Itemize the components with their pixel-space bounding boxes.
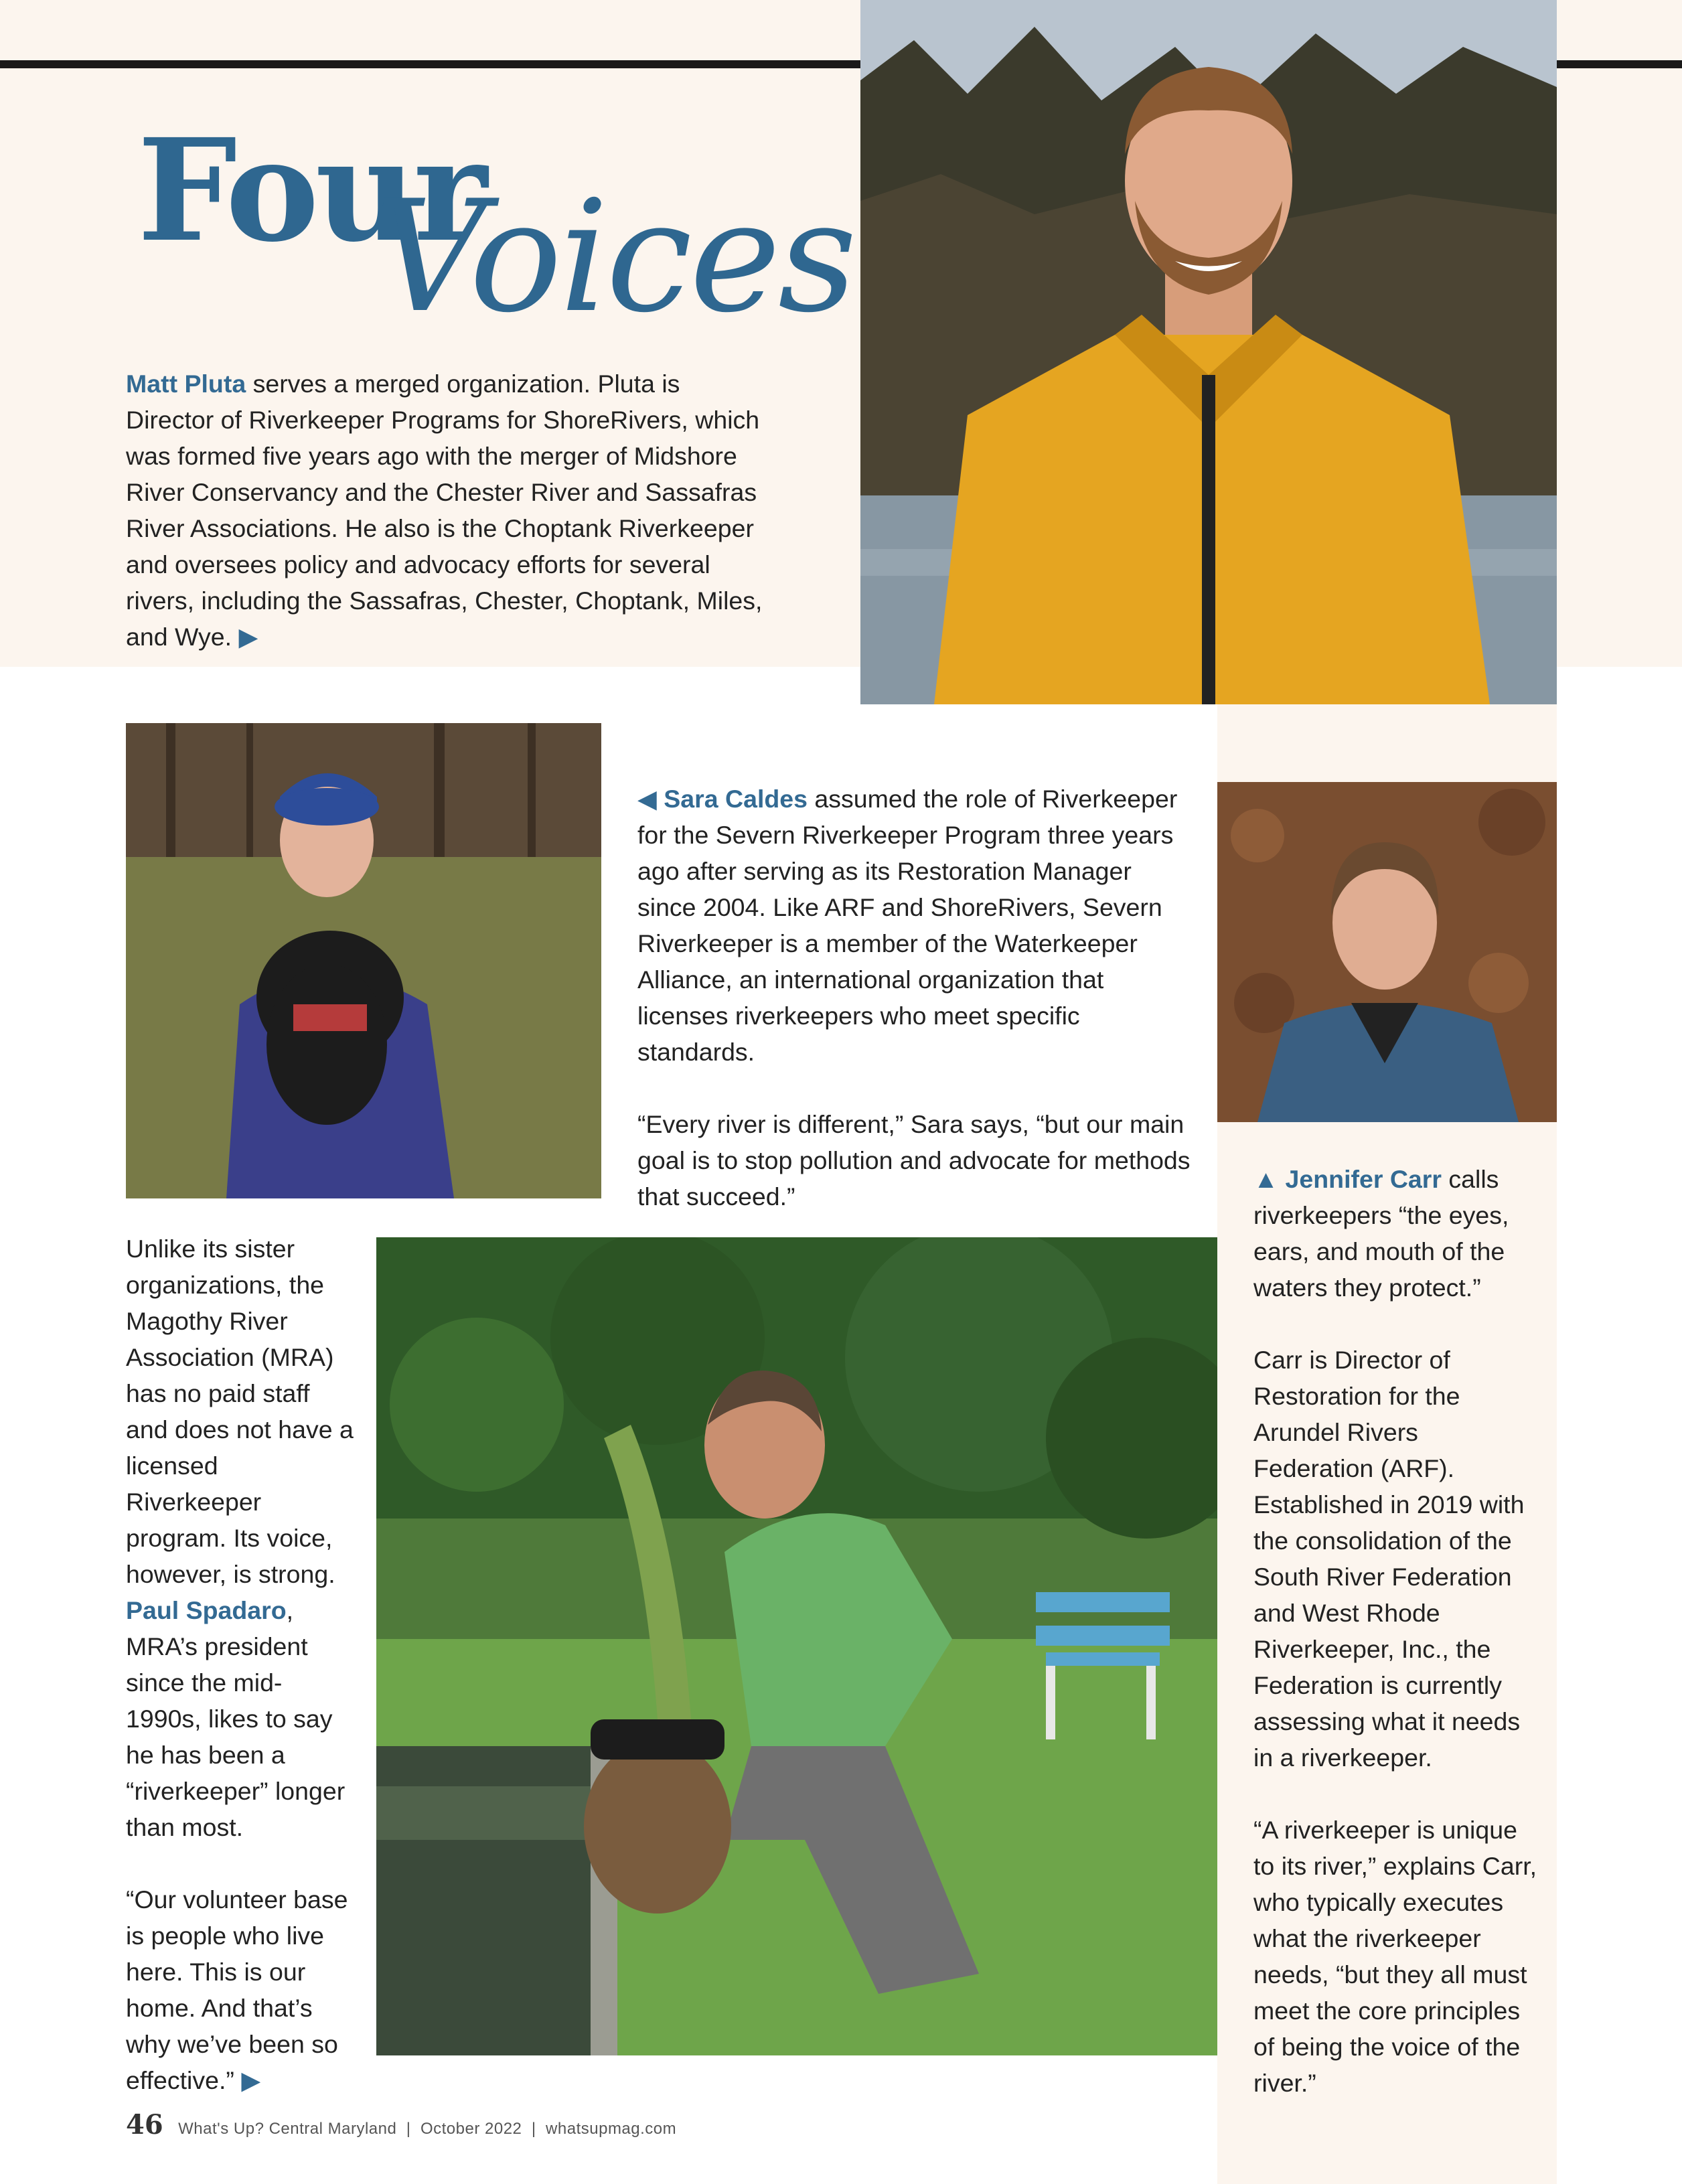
- spadaro-name: Paul Spadaro: [126, 1596, 287, 1624]
- continue-arrow-icon: ▶: [238, 623, 258, 651]
- page-number: 46: [126, 2109, 163, 2140]
- spadaro-text-1: Unlike its sister organizations, the Magothy River Association (MRA) has no paid staff and does not have a licensed Riverkeeper program. Its voice, however, is strong.: [126, 1235, 354, 1588]
- publication-name: What's Up? Central Maryland: [178, 2120, 397, 2138]
- carr-paragraph: [1253, 1161, 1541, 2137]
- jennifer-carr-photo: [1217, 782, 1557, 1122]
- pluta-text: serves a merged organization. Pluta is Director of Riverkeeper Programs for ShoreRivers, which was formed five years ago with the merger of Midshore River Conservancy and the Chester River and Sassafras River Associations. He also is the Choptank Riverkeeper and oversees policy and advocacy efforts for several rivers, including the Sassafras, Chester, Choptank, Miles, and Wye.: [126, 370, 763, 651]
- sara-caldes-photo: [126, 723, 601, 1198]
- title-voices: Voices: [375, 168, 854, 347]
- website-link[interactable]: whatsupmag.com: [546, 2120, 677, 2138]
- caldes-text: assumed the role of Riverkeeper for the Severn Riverkeeper Program three years ago after serving as its Restoration Manager since 2004. Like ARF and ShoreRivers, Severn Riverkeeper is a member of the Waterkeeper Alliance, an international organization that licenses riverkeepers who meet specific standards.: [637, 785, 1178, 1066]
- pluta-name: Matt Pluta: [126, 370, 246, 398]
- spadaro-paragraph: [126, 1231, 357, 2134]
- continue-arrow-icon-2: ▶: [241, 2066, 261, 2094]
- spadaro-text-2: , MRA’s president since the mid-1990s, likes to say he has been a “riverkeeper” longer than most.: [126, 1596, 346, 1841]
- carr-text-2: Carr is Director of Restoration for the Arundel Rivers Federation (ARF). Established in 2019 with the consolidation of the South River Federation and West Rhode Riverkeeper, Inc., the Federation is currently assessing what it needs in a riverkeeper.: [1253, 1346, 1525, 1772]
- matt-pluta-photo: [860, 0, 1557, 704]
- carr-quote: “A riverkeeper is unique to its river,” explains Carr, who typically executes what the riverkeeper needs, “but they all must meet the core principles of being the voice of the river.”: [1253, 1816, 1537, 2097]
- footer-separator-2: |: [531, 2120, 536, 2138]
- caldes-paragraph: [637, 781, 1193, 1251]
- caldes-quote: “Every river is different,” Sara says, “but our main goal is to stop pollution and advocate for methods that succeed.”: [637, 1110, 1191, 1211]
- footer: [126, 2109, 676, 2140]
- title-four: Four: [137, 108, 483, 273]
- issue-date: October 2022: [420, 2120, 522, 2138]
- carr-text-1: calls riverkeepers “the eyes, ears, and mouth of the waters they protect.”: [1253, 1165, 1509, 1302]
- footer-separator-1: |: [406, 2120, 411, 2138]
- top-rule-left: [0, 60, 860, 68]
- paul-spadaro-photo: [376, 1237, 1217, 2055]
- caldes-name: Sara Caldes: [664, 785, 808, 813]
- spadaro-quote: “Our volunteer base is people who live here. This is our home. And that’s why we’ve been so effective.”: [126, 1885, 348, 2094]
- carr-name: Jennifer Carr: [1285, 1165, 1442, 1193]
- back-arrow-icon: ◀: [637, 785, 657, 813]
- pluta-paragraph: [126, 366, 769, 655]
- up-arrow-icon: ▲: [1253, 1165, 1279, 1193]
- top-rule-right: [1557, 60, 1682, 68]
